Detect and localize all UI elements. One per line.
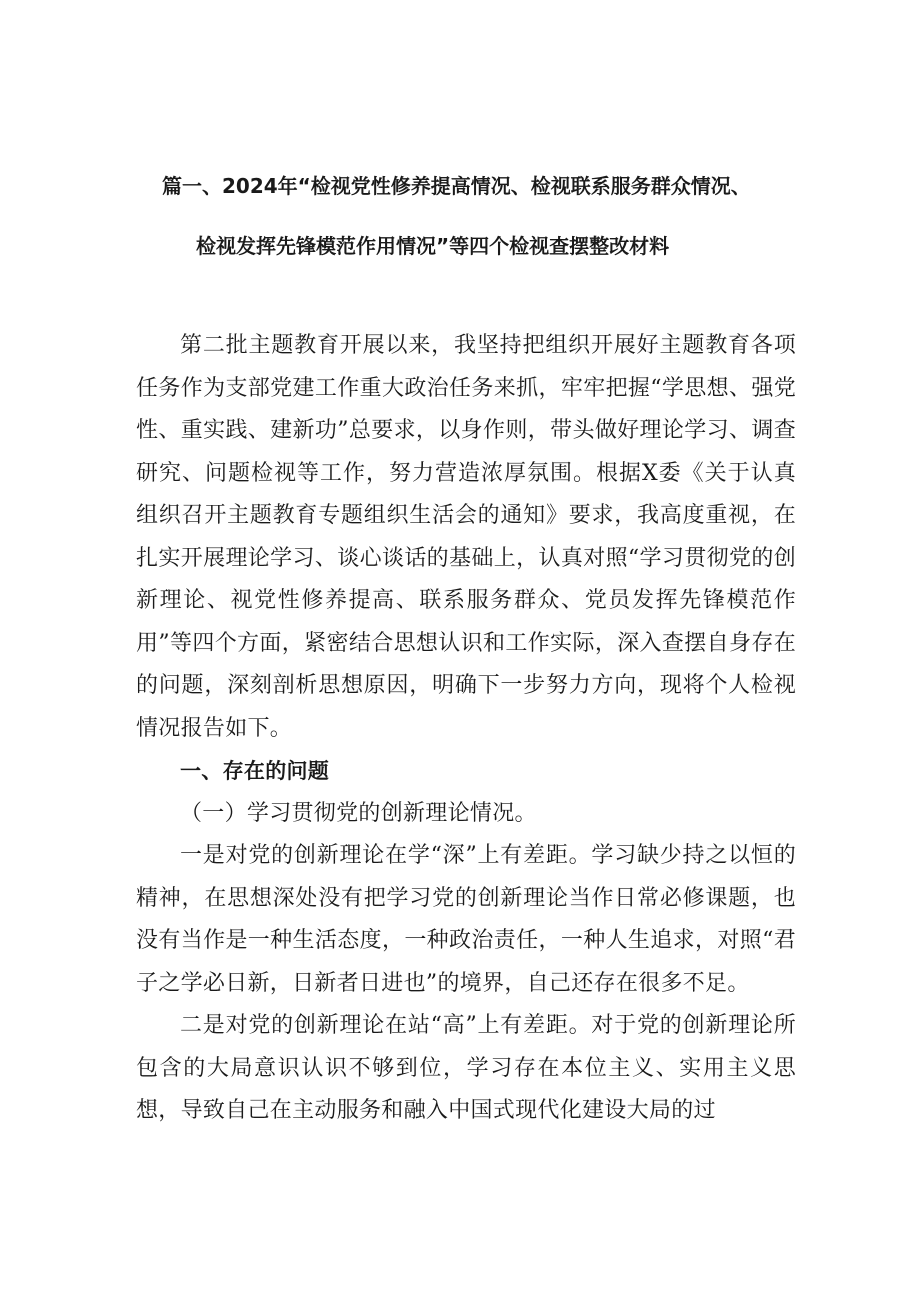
intro-paragraph: 第二批主题教育开展以来，我坚持把组织开展好主题教育各项任务作为支部党建工作重大政治任务来抓，牢牢把握“学思想、强党性、重实践、建新功”总要求，以身作则，带头做好理论学习、调查研究、问题检视等工作，努力营造浓厚氛围。根据X委《关于认真组织召开主题教育专题组织生活会的通知》要求，我高度重视，在扎实开展理论学习、谈心谈话的基础上，认真对照“学习贯彻党的创新理论、视党性修养提高、联系服务群众、党员发挥先锋模范作用”等四个方面，紧密结合思想认识和工作实际，深入查摆自身存在的问题，深刻剖析思想原因，明确下一步努力方向，现将个人检视情况报告如下。 <box>136 333 796 741</box>
document-title-line-1: 篇一、2024年“检视党性修养提高情况、检视联系服务群众情况、 <box>162 174 751 198</box>
section-heading: 一、存在的问题 <box>180 759 330 783</box>
subsection-heading: （一）学习贯彻党的创新理论情况。 <box>180 800 537 826</box>
point-paragraph-1: 一是对党的创新理论在学“深”上有差距。学习缺少持之以恒的精神，在思想深处没有把学习党的创新理论当作日常必修课题，也没有当作是一种生活态度，一种政治责任，一种人生追求，对照“君子之学必日新，日新者日进也”的境界，自己还存在很多不足。 <box>136 843 796 996</box>
document-body <box>136 325 796 1133</box>
document-title-line-2: 检视发挥先锋模范作用情况”等四个检视查摆整改材料 <box>196 234 670 258</box>
point-paragraph-2: 二是对党的创新理论在站“高”上有差距。对于党的创新理论所包含的大局意识认识不够到位，学习存在本位主义、实用主义思想，导致自己在主动服务和融入中国式现代化建设大局的过 <box>136 1013 796 1123</box>
